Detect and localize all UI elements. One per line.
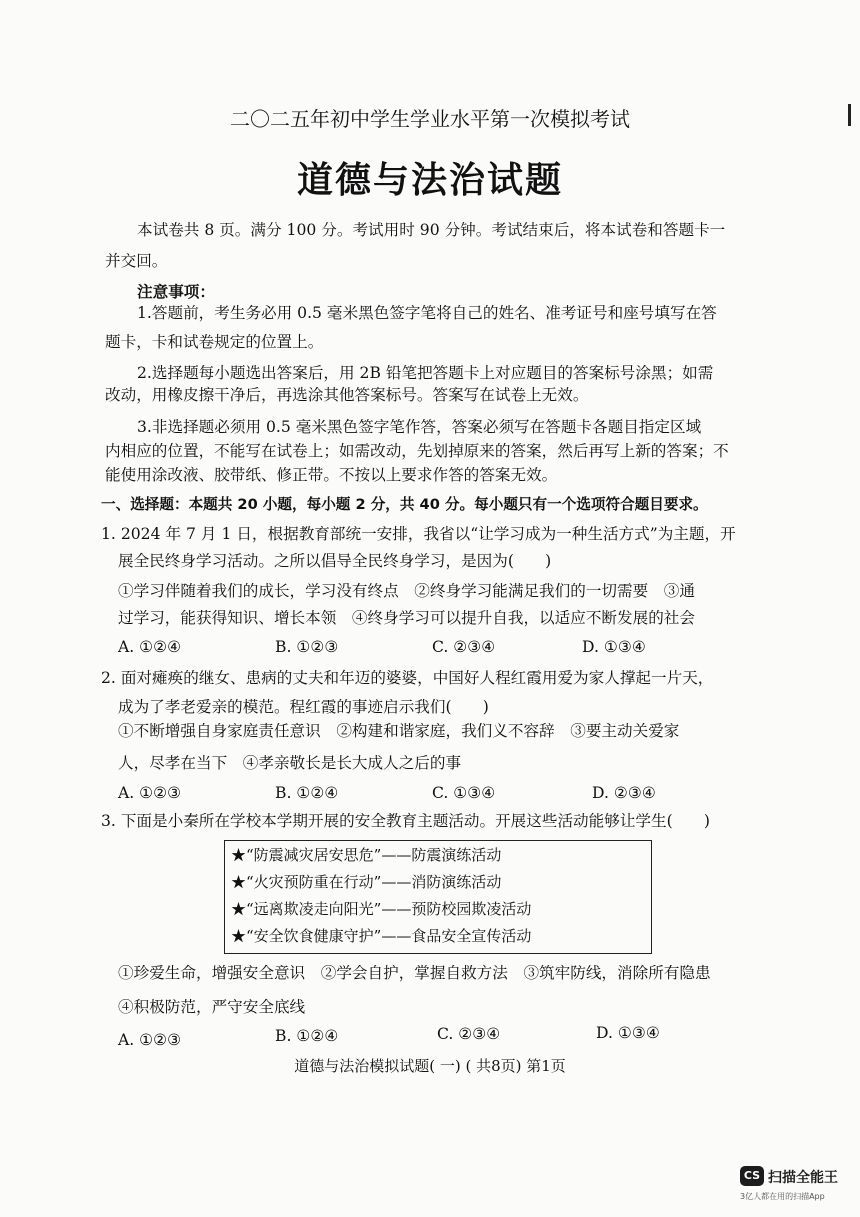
q3-activity-item: ★“火灾预防重在行动”——消防演练活动 <box>231 873 502 891</box>
q2-option-c: C. ①③④ <box>432 784 496 802</box>
q1-line-4: 过学习，能获得知识、增长本领 ④终身学习可以提升自我，以适应不断发展的社会 <box>118 609 695 627</box>
q1-option-b: B. ①②③ <box>275 638 339 656</box>
q2-option-b: B. ①②④ <box>275 784 339 802</box>
note-2-line-1: 2.选择题每小题选出答案后，用 2B 铅笔把答题卡上对应题目的答案标号涂黑；如需 <box>137 364 714 382</box>
q2-line-3: ①不断增强自身家庭责任意识 ②构建和谐家庭，我们义不容辞 ③要主动关爱家 <box>118 722 680 740</box>
q3-line-2: ①珍爱生命，增强安全意识 ②学会自护，掌握自救方法 ③筑牢防线，消除所有隐患 <box>118 964 711 982</box>
q1-option-a: A. ①②④ <box>118 638 182 656</box>
q3-option-b: B. ①②④ <box>275 1027 339 1045</box>
scanner-watermark <box>740 1166 850 1206</box>
note-2-line-2: 改动，用橡皮擦干净后，再选涂其他答案标号。答案写在试卷上无效。 <box>105 386 589 404</box>
section-1-heading: 一、选择题：本题共 20 小题，每小题 2 分，共 40 分。每小题只有一个选项符合题目要求。 <box>101 496 708 513</box>
q3-line-3: ④积极防范，严守安全底线 <box>118 998 306 1016</box>
intro-line-1: 本试卷共 8 页。满分 100 分。考试用时 90 分钟。考试结束后，将本试卷和答题卡一 <box>137 221 726 239</box>
q2-option-a: A. ①②③ <box>118 784 182 802</box>
q2-option-d: D. ②③④ <box>592 784 656 802</box>
note-1-line-1: 1.答题前，考生务必用 0.5 毫米黑色签字笔将自己的姓名、准考证号和座号填写在答 <box>137 304 717 322</box>
intro-line-2: 并交回。 <box>105 252 168 270</box>
watermark-tagline: 3亿人都在用的扫描App <box>740 1192 825 1201</box>
q3-option-d: D. ①③④ <box>596 1024 660 1042</box>
q3-activity-item: ★“安全饮食健康守护”——食品安全宣传活动 <box>231 927 532 945</box>
q1-option-c: C. ②③④ <box>432 638 496 656</box>
q2-line-2: 成为了孝老爱亲的模范。程红霞的事迹启示我们( ) <box>118 698 489 716</box>
note-1-line-2: 题卡，卡和试卷规定的位置上。 <box>105 333 324 351</box>
q2-line-4: 人，尽孝在当下 ④孝亲敬长是长大成人之后的事 <box>118 754 462 772</box>
q3-activity-item: ★“远离欺凌走向阳光”——预防校园欺凌活动 <box>231 900 532 918</box>
note-3-line-2: 内相应的位置，不能写在试卷上；如需改动，先划掉原来的答案，然后再写上新的答案；不 <box>105 442 729 460</box>
q3-activity-item: ★“防震减灾居安思危”——防震演练活动 <box>231 846 502 864</box>
watermark-app-name: 扫描全能王 <box>768 1170 838 1186</box>
q3-activity-box <box>224 840 652 954</box>
note-3-line-1: 3.非选择题必须用 0.5 毫米黑色签字笔作答，答案必须写在答题卡各题目指定区域 <box>137 418 702 436</box>
q2-line-1: 2. 面对瘫痪的继女、患病的丈夫和年迈的婆婆，中国好人程红霞用爱为家人撑起一片天， <box>101 669 714 687</box>
q3-option-c: C. ②③④ <box>437 1025 501 1043</box>
q1-line-2: 展全民终身学习活动。之所以倡导全民终身学习，是因为( ) <box>118 552 552 570</box>
note-3-line-3: 能使用涂改液、胶带纸、修正带。不按以上要求作答的答案无效。 <box>105 466 558 484</box>
page-footer: 道德与法治模拟试题( 一) ( 共8页) 第1页 <box>294 1057 566 1075</box>
q3-line-1: 3. 下面是小秦所在学校本学期开展的安全教育主题活动。开展这些活动能够让学生( ) <box>101 812 710 830</box>
q3-option-a: A. ①②③ <box>118 1031 182 1049</box>
exam-subtitle: 二〇二五年初中学生学业水平第一次模拟考试 <box>230 107 630 131</box>
notes-heading: 注意事项： <box>137 283 215 301</box>
q1-option-d: D. ①③④ <box>582 638 646 656</box>
q1-line-1: 1. 2024 年 7 月 1 日，根据教育部统一安排，我省以“让学习成为一种生活方式”为主题，开 <box>101 525 736 543</box>
camscanner-logo-icon: CS <box>740 1166 764 1186</box>
q1-line-3: ①学习伴随着我们的成长，学习没有终点 ②终身学习能满足我们的一切需要 ③通 <box>118 582 695 600</box>
exam-title: 道德与法治试题 <box>296 160 563 201</box>
